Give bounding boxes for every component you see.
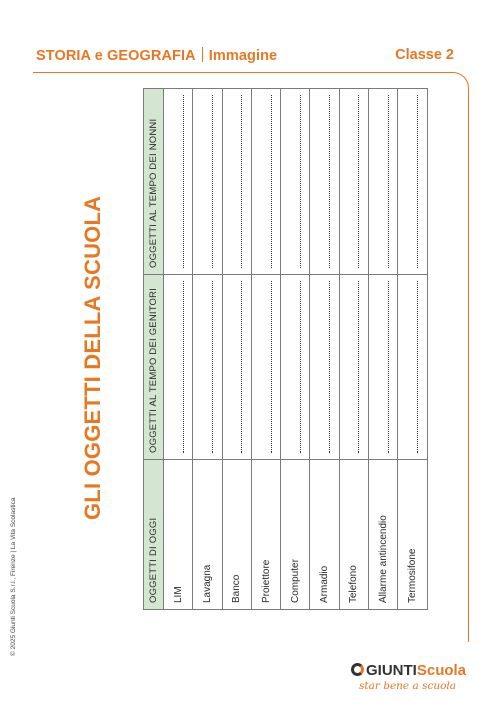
grandparents-answer-line[interactable] — [310, 89, 339, 275]
giunti-scuola-logo — [351, 662, 467, 700]
object-label: Termosifone — [398, 460, 427, 610]
table-row — [164, 89, 193, 610]
parents-answer-line[interactable] — [164, 275, 193, 460]
grandparents-answer-line[interactable] — [281, 89, 310, 275]
grandparents-answer-line[interactable] — [222, 89, 251, 275]
dotted-line — [329, 281, 330, 453]
object-label: Lavagna — [193, 460, 222, 610]
dotted-line — [212, 95, 213, 268]
grandparents-answer-line[interactable] — [164, 89, 193, 275]
object-label: LIM — [164, 460, 193, 610]
dotted-line — [241, 95, 242, 268]
dotted-line — [300, 95, 301, 268]
dotted-line — [183, 281, 184, 453]
header-tempo-genitori: OGGETTI AL TEMPO DEI GENITORI — [144, 275, 164, 460]
dotted-line — [388, 281, 389, 453]
logo-tagline: star bene a scuola — [359, 680, 457, 692]
object-label: Allarme antincendio — [369, 460, 398, 610]
object-label: Computer — [281, 460, 310, 610]
table-row — [281, 89, 310, 610]
dotted-line — [417, 281, 418, 453]
grandparents-answer-line[interactable] — [193, 89, 222, 275]
worksheet-table — [143, 88, 428, 610]
dotted-line — [358, 281, 359, 453]
parents-answer-line[interactable] — [398, 275, 427, 460]
parents-answer-line[interactable] — [339, 275, 368, 460]
logo-brand: GIUNTI — [366, 662, 417, 679]
table-row — [369, 89, 398, 610]
dotted-line — [300, 281, 301, 453]
dotted-line — [212, 281, 213, 453]
copyright-notice: © 2025 Giunti Scuola S.r.l., Firenze | La Vita Scolastica — [10, 497, 17, 656]
header-oggetti-di-oggi: OGGETTI DI OGGI — [144, 460, 164, 610]
worksheet-table-wrapper — [143, 89, 427, 610]
grandparents-answer-line[interactable] — [369, 89, 398, 275]
dotted-line — [329, 95, 330, 268]
title-wrapper — [80, 195, 110, 520]
dotted-line — [358, 95, 359, 268]
table-row — [310, 89, 339, 610]
object-label: Telefono — [339, 460, 368, 610]
grandparents-answer-line[interactable] — [339, 89, 368, 275]
table-row — [339, 89, 368, 610]
dotted-line — [271, 95, 272, 268]
parents-answer-line[interactable] — [281, 275, 310, 460]
parents-answer-line[interactable] — [310, 275, 339, 460]
dotted-line — [388, 95, 389, 268]
logo-wordmark — [351, 662, 467, 679]
header-divider — [202, 47, 203, 62]
table-row — [193, 89, 222, 610]
parents-answer-line[interactable] — [222, 275, 251, 460]
subject-line — [36, 47, 277, 64]
dotted-line — [183, 95, 184, 268]
table-row — [398, 89, 427, 610]
grandparents-answer-line[interactable] — [251, 89, 280, 275]
page-header — [36, 47, 454, 69]
header-tempo-nonni: OGGETTI AL TEMPO DEI NONNI — [144, 89, 164, 275]
table-body — [164, 89, 428, 610]
logo-brand-suffix: Scuola — [416, 662, 467, 679]
table-row — [251, 89, 280, 610]
table-row — [222, 89, 251, 610]
page-title: GLI OGGETTI DELLA SCUOLA — [80, 195, 105, 520]
table-header-row — [144, 89, 164, 610]
parents-answer-line[interactable] — [251, 275, 280, 460]
dotted-line — [271, 281, 272, 453]
class-label: Classe 2 — [395, 47, 454, 63]
topic-label: Immagine — [208, 48, 278, 64]
object-label: Armadio — [310, 460, 339, 610]
grandparents-answer-line[interactable] — [398, 89, 427, 275]
object-label: Proiettore — [251, 460, 280, 610]
dotted-line — [417, 95, 418, 268]
logo-g-icon — [351, 663, 364, 676]
parents-answer-line[interactable] — [193, 275, 222, 460]
object-label: Banco — [222, 460, 251, 610]
parents-answer-line[interactable] — [369, 275, 398, 460]
subject-label: STORIA e GEOGRAFIA — [36, 48, 196, 64]
dotted-line — [241, 281, 242, 453]
